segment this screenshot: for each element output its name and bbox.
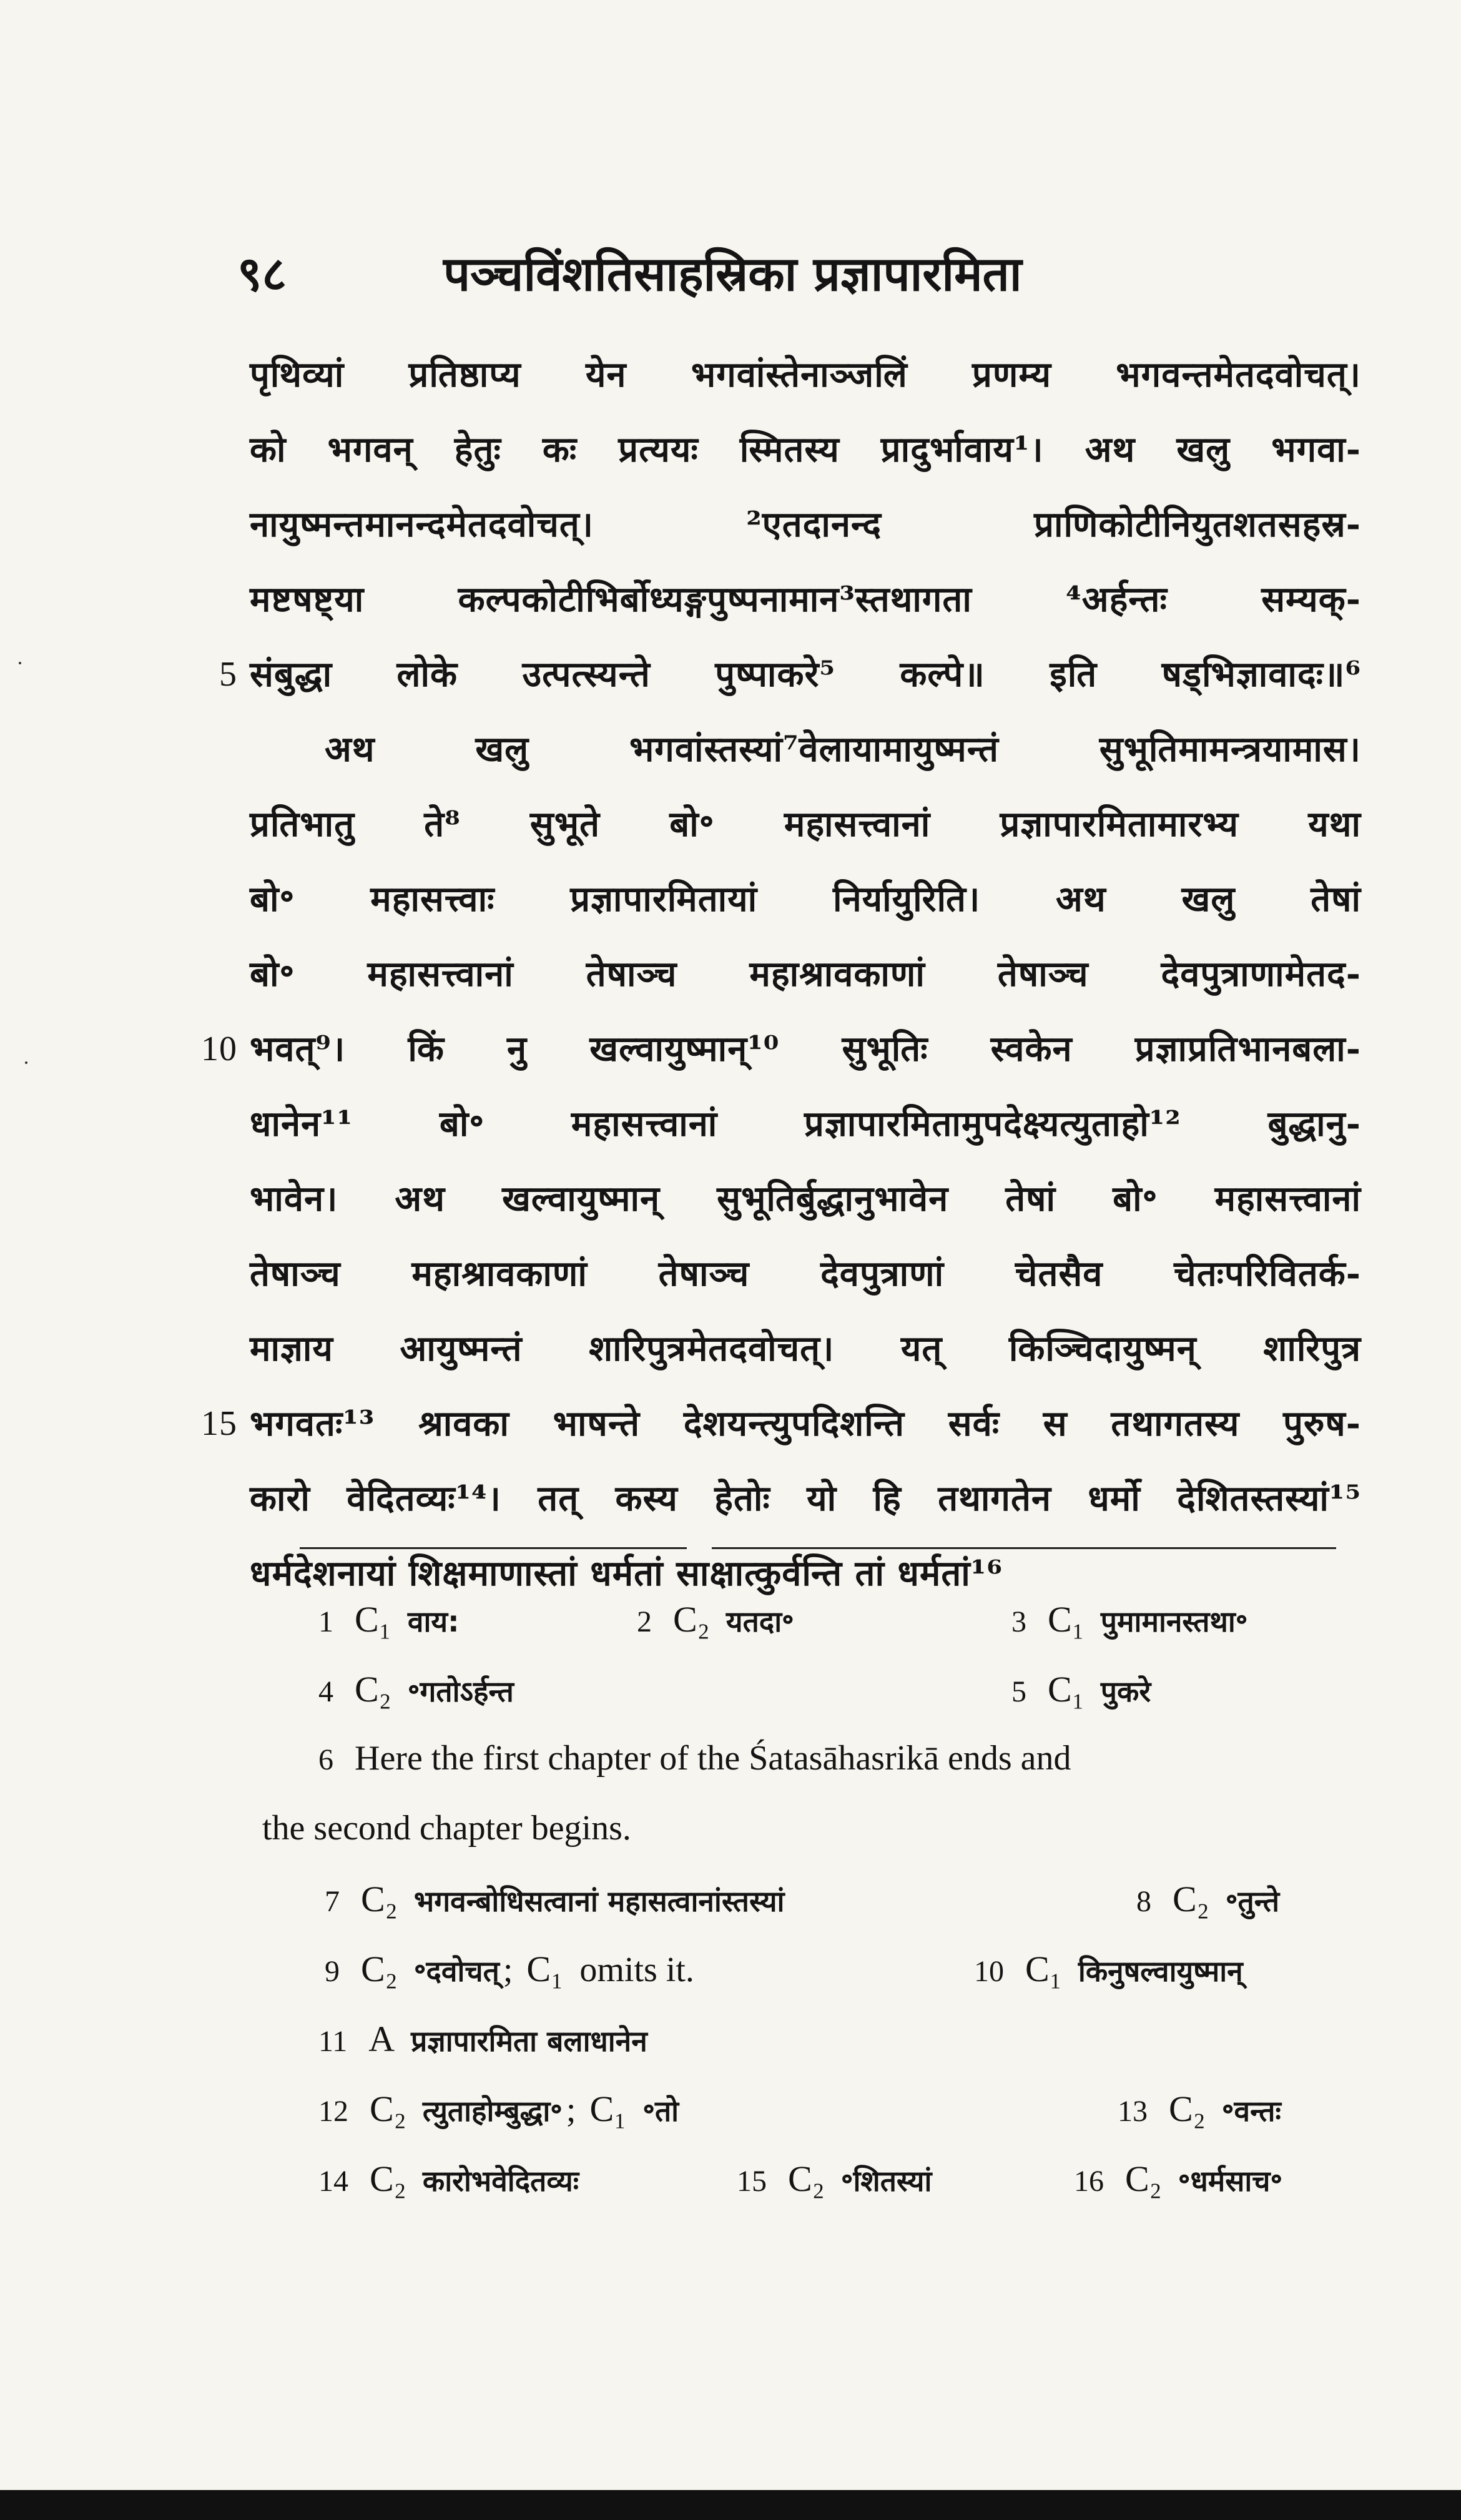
text-line <box>250 1311 1361 1386</box>
footnote-row <box>0 1668 1461 1738</box>
text-line <box>250 1461 1361 1536</box>
separator: ; <box>503 1951 513 1989</box>
footnote-number: 9 <box>325 1955 340 1988</box>
footnote-number: 16 <box>1074 2165 1104 2198</box>
manuscript-siglum: C₁ <box>1048 1669 1085 1710</box>
variant-reading: ॰दवोचत् <box>413 1954 499 1988</box>
text-line <box>250 862 1361 937</box>
footnote <box>974 1948 1243 1990</box>
footnote <box>318 1598 459 1640</box>
scan-speck <box>19 662 21 664</box>
footnote <box>1011 1598 1247 1640</box>
footnote <box>318 1668 514 1710</box>
text-line-content: बो॰ महासत्त्वाः प्रज्ञापारमितायां निर्यायुरिति। अथ खलु तेषां <box>250 879 1361 920</box>
text-line <box>201 1011 1361 1086</box>
text-line-content: भावेन। अथ खल्वायुष्मान् सुभूतिर्बुद्धानुभावेन तेषां बो॰ महासत्त्वानां <box>250 1178 1361 1219</box>
manuscript-siglum: C₁ <box>526 1949 564 1989</box>
text-line <box>250 337 1361 412</box>
footnote-number: 2 <box>637 1605 652 1638</box>
text-line <box>250 1086 1361 1161</box>
text-line-content: प्रतिभातु ते⁸ सुभूते बो॰ महासत्त्वानां प्रज्ञापारमितामारभ्य यथा <box>250 804 1361 845</box>
footnote-number: 13 <box>1118 2095 1148 2128</box>
text-line-content: मष्टषष्ट्या कल्पकोटीभिर्बोध्यङ्गपुष्पनामान³स्तथागता ⁴अर्हन्तः सम्यक्- <box>250 579 1361 620</box>
text-line <box>250 937 1361 1011</box>
footnote-row <box>0 2018 1461 2088</box>
text-line <box>250 1161 1361 1236</box>
text-line-content: भगवतः¹³ श्रावका भाषन्ते देशयन्त्युपदिशन्ति सर्वः स तथागतस्य पुरुष- <box>250 1403 1361 1444</box>
main-text-block <box>201 337 1361 1611</box>
footnotes <box>0 1598 1461 2228</box>
variant-reading: ॰वन्तः <box>1221 2094 1281 2128</box>
variant-reading: ॰शितस्यां <box>840 2164 932 2198</box>
text-line <box>250 1236 1361 1311</box>
variant-reading: ॰तुन्ते <box>1225 1884 1280 1918</box>
scan-border-bottom <box>0 2490 1461 2520</box>
footnote-text: the second chapter begins. <box>262 1809 631 1848</box>
text-line-content: कारो वेदितव्यः¹⁴। तत् कस्य हेतोः यो हि तथागतेन धर्मो देशितस्तस्यां¹⁵ <box>250 1478 1361 1519</box>
manuscript-siglum: C₂ <box>788 2158 825 2199</box>
manuscript-siglum: C₂ <box>1125 2158 1162 2199</box>
footnote <box>318 2018 647 2060</box>
footnote-number: 12 <box>318 2095 348 2128</box>
footnote-number: 6 <box>318 1743 333 1776</box>
manuscript-siglum: C₁ <box>1025 1949 1062 1989</box>
text-line-content: धर्मदेशनायां शिक्षमाणास्तां धर्मतां साक्षात्कुर्वन्ति तां धर्मतां¹⁶ <box>250 1553 1003 1594</box>
footnote <box>1011 1668 1151 1710</box>
footnote-text: omits it. <box>579 1951 694 1989</box>
manuscript-siglum: C₂ <box>361 1879 398 1919</box>
footnote-row <box>0 1948 1461 2018</box>
text-line <box>250 562 1361 637</box>
text-line-content: भवत्⁹। किं नु खल्वायुष्मान्¹⁰ सुभूतिः स्वकेन प्रज्ञाप्रतिभानबला- <box>250 1028 1361 1070</box>
text-line-content: तेषाञ्च महाश्रावकाणां तेषाञ्च देवपुत्राणां चेतसैव चेतःपरिवितर्क- <box>250 1253 1361 1294</box>
text-line-content: संबुद्धा लोके उत्पत्स्यन्ते पुष्पाकरे⁵ कल्पे॥ इति षड्भिज्ञावादः॥⁶ <box>250 654 1361 695</box>
manuscript-siglum: C₁ <box>589 2089 627 2129</box>
text-line <box>250 487 1361 562</box>
line-number: 5 <box>219 655 237 694</box>
footnote-number: 14 <box>318 2165 348 2198</box>
footnote-continuation <box>262 1808 631 1848</box>
manuscript-siglum: C₂ <box>361 1949 398 1989</box>
variant-reading: त्युताहोम्बुद्धा॰ <box>422 2094 563 2128</box>
text-line <box>250 787 1361 862</box>
page-header <box>237 240 1361 309</box>
variant-reading: यतदा॰ <box>726 1605 794 1638</box>
footnote-number: 7 <box>325 1885 340 1918</box>
footnote-number: 3 <box>1011 1605 1026 1638</box>
footnote-row <box>0 1598 1461 1668</box>
manuscript-siglum: C₁ <box>1048 1599 1085 1640</box>
footnote <box>1136 1878 1279 1920</box>
variant-reading: ॰तो <box>642 2094 679 2128</box>
footnote <box>637 1598 794 1640</box>
variant-reading: वाय: <box>407 1605 460 1638</box>
footnote <box>318 2088 679 2130</box>
footnote-row <box>0 1808 1461 1878</box>
manuscript-siglum: A <box>368 2019 395 2059</box>
text-line-content: धानेन¹¹ बो॰ महासत्त्वानां प्रज्ञापारमितामुपदेक्ष्यत्युताहो¹² बुद्धानु- <box>250 1103 1361 1144</box>
variant-reading: ॰गतोऽर्हन्त <box>407 1675 514 1708</box>
variant-reading: पुमामानस्तथा॰ <box>1100 1605 1248 1638</box>
text-line <box>219 637 1361 712</box>
footnote-number: 11 <box>318 2025 348 2058</box>
line-number: 15 <box>201 1404 237 1443</box>
separator-rule-left <box>300 1547 687 1549</box>
text-line-content: पृथिव्यां प्रतिष्ठाप्य येन भगवांस्तेनाञ्जलिं प्रणम्य भगवन्तमेतदवोचत्। <box>250 354 1361 395</box>
footnote <box>737 2158 932 2200</box>
text-line <box>201 1386 1361 1461</box>
footnote <box>318 1738 1071 1778</box>
manuscript-siglum: C₂ <box>355 1669 391 1710</box>
manuscript-siglum: C₂ <box>1169 2089 1206 2129</box>
footnote-separator <box>300 1547 1336 1551</box>
footnote-row <box>0 1878 1461 1948</box>
variant-reading: किनुषल्वायुष्मान् <box>1078 1954 1243 1988</box>
separator: ; <box>566 2090 576 2129</box>
page-number: ९८ <box>237 246 287 302</box>
footnote-row <box>0 2088 1461 2158</box>
footnote-row <box>0 1738 1461 1808</box>
manuscript-siglum: C₂ <box>370 2089 406 2129</box>
text-line-content: माज्ञाय आयुष्मन्तं शारिपुत्रमेतदवोचत्। यत् किञ्चिदायुष्मन् शारिपुत्र <box>250 1328 1361 1369</box>
variant-reading: कारोभवेदितव्यः <box>422 2164 579 2198</box>
manuscript-siglum: C₁ <box>355 1599 391 1640</box>
footnote <box>1074 2158 1282 2200</box>
variant-reading: ॰धर्मसाच॰ <box>1178 2164 1283 2198</box>
footnote-text: Here the first chapter of the Śatasāhasrikā ends and <box>355 1739 1071 1778</box>
footnote-number: 5 <box>1011 1675 1026 1708</box>
footnote <box>325 1948 694 1990</box>
line-number: 10 <box>201 1030 237 1068</box>
scan-speck <box>25 1061 27 1064</box>
footnote-number: 10 <box>974 1955 1004 1988</box>
footnote-number: 15 <box>737 2165 767 2198</box>
variant-reading: पुकरे <box>1100 1675 1151 1708</box>
variant-reading: प्रज्ञापारमिता बलाधानेन <box>411 2024 647 2058</box>
text-line-content: को भगवन् हेतुः कः प्रत्ययः स्मितस्य प्रादुर्भावाय¹। अथ खलु भगवा- <box>250 429 1361 470</box>
text-line-content: अथ खलु भगवांस्तस्यां⁷वेलायामायुष्मन्तं सुभूतिमामन्त्रयामास। <box>325 729 1361 770</box>
footnote-number: 8 <box>1136 1885 1151 1918</box>
footnote <box>318 2158 579 2200</box>
manuscript-siglum: C₂ <box>370 2158 406 2199</box>
text-line <box>250 712 1361 787</box>
text-line-content: बो॰ महासत्त्वानां तेषाञ्च महाश्रावकाणां तेषाञ्च देवपुत्राणामेतद- <box>250 953 1361 995</box>
footnote-number: 4 <box>318 1675 333 1708</box>
separator-rule-right <box>712 1547 1336 1549</box>
manuscript-siglum: C₂ <box>673 1599 710 1640</box>
footnote-number: 1 <box>318 1605 333 1638</box>
text-line <box>250 412 1361 487</box>
text-line-content: नायुष्मन्तमानन्दमेतदवोचत्। ²एतदानन्द प्राणिकोटीनियुतशतसहस्र- <box>250 504 1361 545</box>
footnote <box>325 1878 784 1920</box>
footnote <box>1118 2088 1281 2130</box>
manuscript-siglum: C₂ <box>1173 1879 1209 1919</box>
running-title: पञ्चविंशतिसाहस्रिका प्रज्ञापारमिता <box>443 246 1022 302</box>
variant-reading: भगवन्बोधिसत्वानां महासत्वानांस्तस्यां <box>413 1884 785 1918</box>
footnote-row <box>0 2158 1461 2228</box>
